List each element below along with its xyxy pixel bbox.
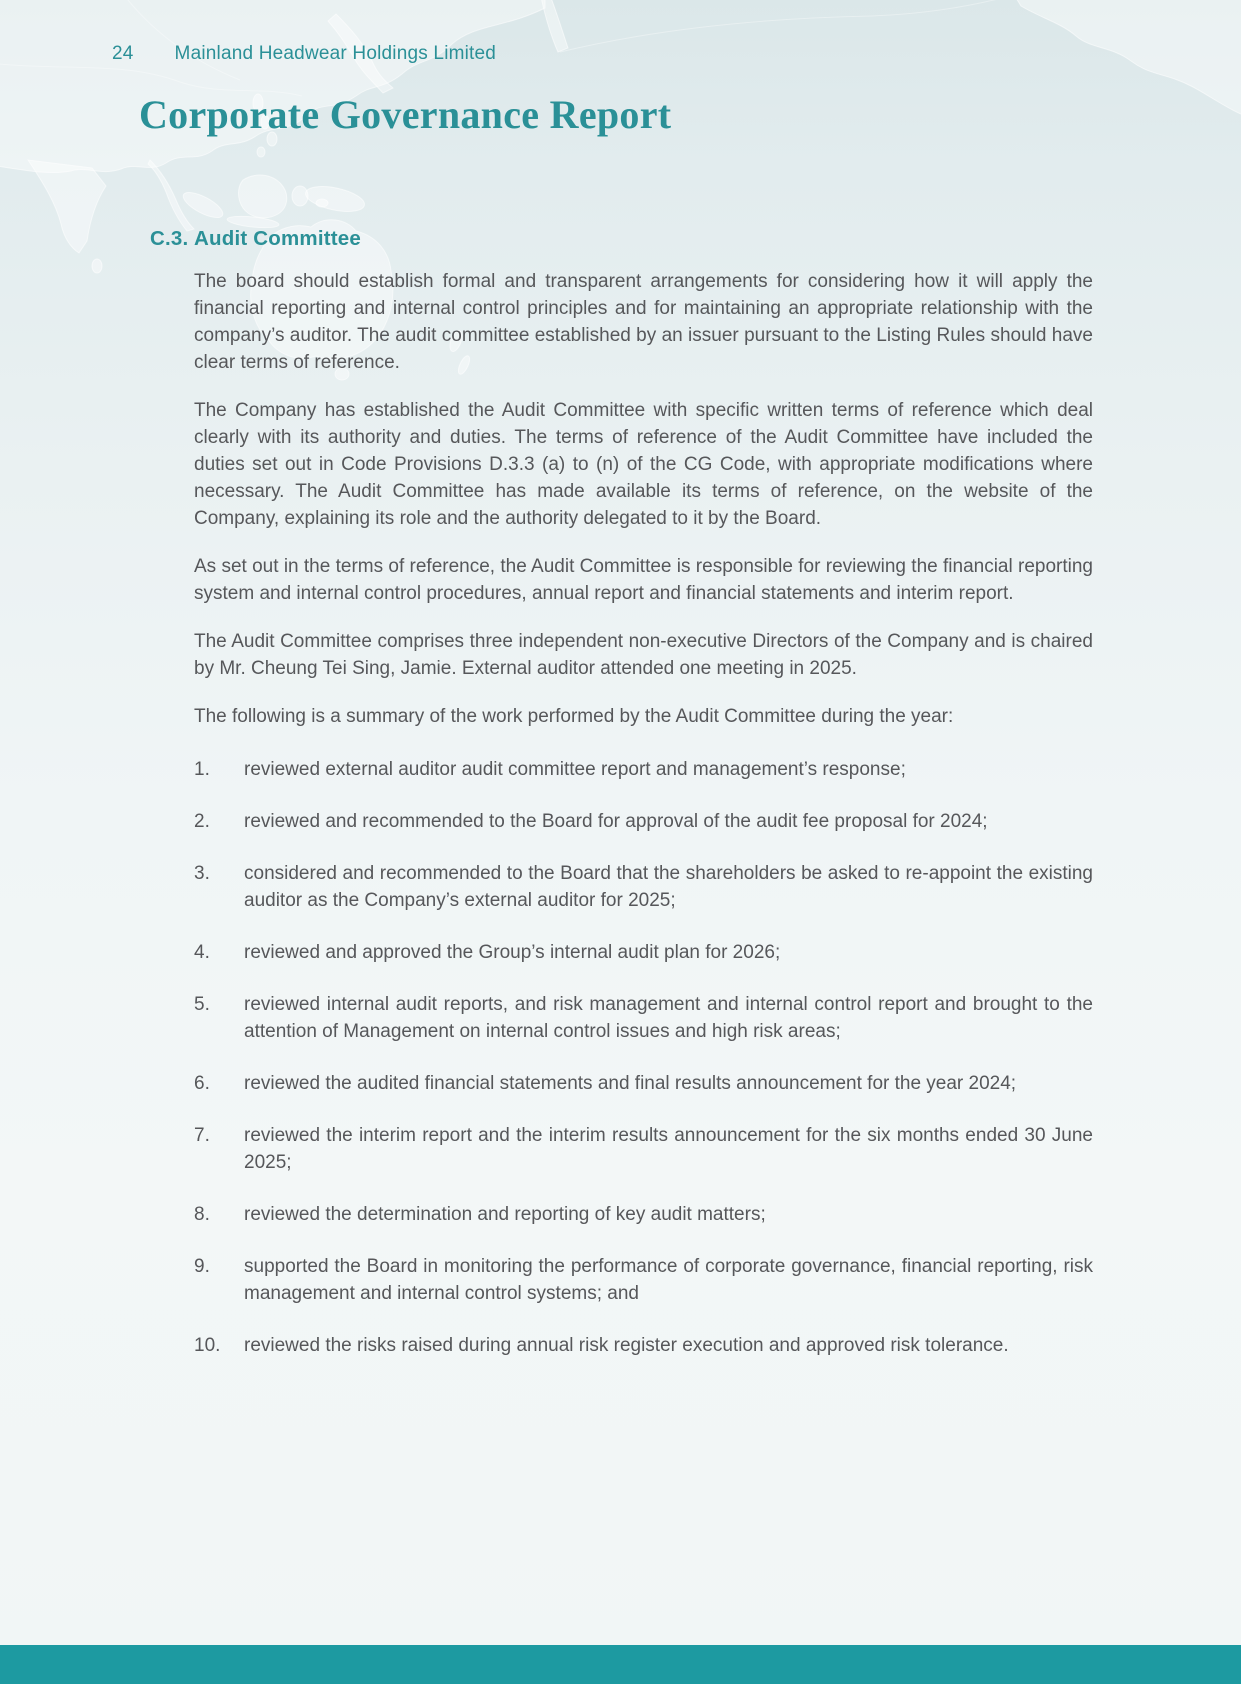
list-item-text: reviewed and approved the Group’s internal audit plan for 2026; xyxy=(244,942,781,963)
section-heading xyxy=(150,226,1093,252)
list-item xyxy=(194,1201,1093,1228)
page-number: 24 xyxy=(112,43,134,64)
list-item-number: 10. xyxy=(194,1335,221,1356)
paragraph-board-arrangements: The board should establish formal and transparent arrangements for considering how it will apply the financial reporting and internal control principles and for maintaining an appropriate relationship with the company’s auditor. The audit committee established by an issuer pursuant to the Listing Rules should have clear terms of reference. xyxy=(194,271,1093,373)
list-item xyxy=(194,1070,1093,1097)
section-audit-committee xyxy=(150,226,1093,1359)
section-number: C.3. xyxy=(150,227,189,250)
paragraph-terms-of-reference: The Company has established the Audit Committee with specific written terms of reference which deal clearly with its authority and duties. The terms of reference of the Audit Committee have included the duties set out in Code Provisions D.3.3 (a) to (n) of the CG Code, with appropriate modifications where necessary. The Audit Committee has made available its terms of reference, on the website of the Company, explaining its role and the authority delegated to it by the Board. xyxy=(194,400,1093,529)
list-item-text: considered and recommended to the Board that the shareholders be asked to re-appoint the existing auditor as the Company’s external auditor for 2025; xyxy=(244,863,1093,911)
list-item-text: reviewed the determination and reporting of key audit matters; xyxy=(244,1204,766,1225)
list-item xyxy=(194,991,1093,1045)
list-item xyxy=(194,1122,1093,1176)
list-item-number: 9. xyxy=(194,1256,210,1277)
footer-bar xyxy=(0,1645,1241,1684)
list-item-number: 6. xyxy=(194,1073,210,1094)
list-item xyxy=(194,1253,1093,1307)
work-summary-list xyxy=(194,756,1093,1359)
list-item-number: 1. xyxy=(194,759,210,780)
paragraph-summary-intro: The following is a summary of the work performed by the Audit Committee during the year: xyxy=(194,706,954,727)
list-item-text: reviewed external auditor audit committee report and management’s response; xyxy=(244,759,906,780)
list-item-text: reviewed internal audit reports, and risk management and internal control report and brought to the attention of Management on internal control issues and high risk areas; xyxy=(244,994,1093,1042)
list-item xyxy=(194,1332,1093,1359)
list-item-number: 4. xyxy=(194,942,210,963)
page-header xyxy=(112,43,496,65)
list-item-text: reviewed the interim report and the interim results announcement for the six months ended 30 June 2025; xyxy=(244,1125,1093,1173)
list-item xyxy=(194,939,1093,966)
list-item-number: 3. xyxy=(194,863,210,884)
list-item-number: 5. xyxy=(194,994,210,1015)
list-item xyxy=(194,860,1093,914)
list-item-text: reviewed the audited financial statements and final results announcement for the year 2024; xyxy=(244,1073,1017,1094)
list-item-number: 7. xyxy=(194,1125,210,1146)
list-item-number: 2. xyxy=(194,811,210,832)
list-item xyxy=(194,808,1093,835)
list-item-number: 8. xyxy=(194,1204,210,1225)
list-item-text: supported the Board in monitoring the performance of corporate governance, financial reporting, risk management and internal control systems; and xyxy=(244,1256,1093,1304)
section-body xyxy=(194,268,1093,1359)
section-title: Audit Committee xyxy=(194,227,361,250)
list-item xyxy=(194,756,1093,783)
paragraph-composition: The Audit Committee comprises three independent non-executive Directors of the Company and is chaired by Mr. Cheung Tei Sing, Jamie. External auditor attended one meeting in 2025. xyxy=(194,631,1093,679)
page-title: Corporate Governance Report xyxy=(139,92,672,137)
list-item-text: reviewed the risks raised during annual risk register execution and approved risk tolerance. xyxy=(244,1335,1009,1356)
paragraph-responsibilities: As set out in the terms of reference, the Audit Committee is responsible for reviewing the financial reporting system and internal control procedures, annual report and financial statements and interim report. xyxy=(194,556,1093,604)
company-name: Mainland Headwear Holdings Limited xyxy=(174,43,497,64)
list-item-text: reviewed and recommended to the Board for approval of the audit fee proposal for 2024; xyxy=(244,811,988,832)
